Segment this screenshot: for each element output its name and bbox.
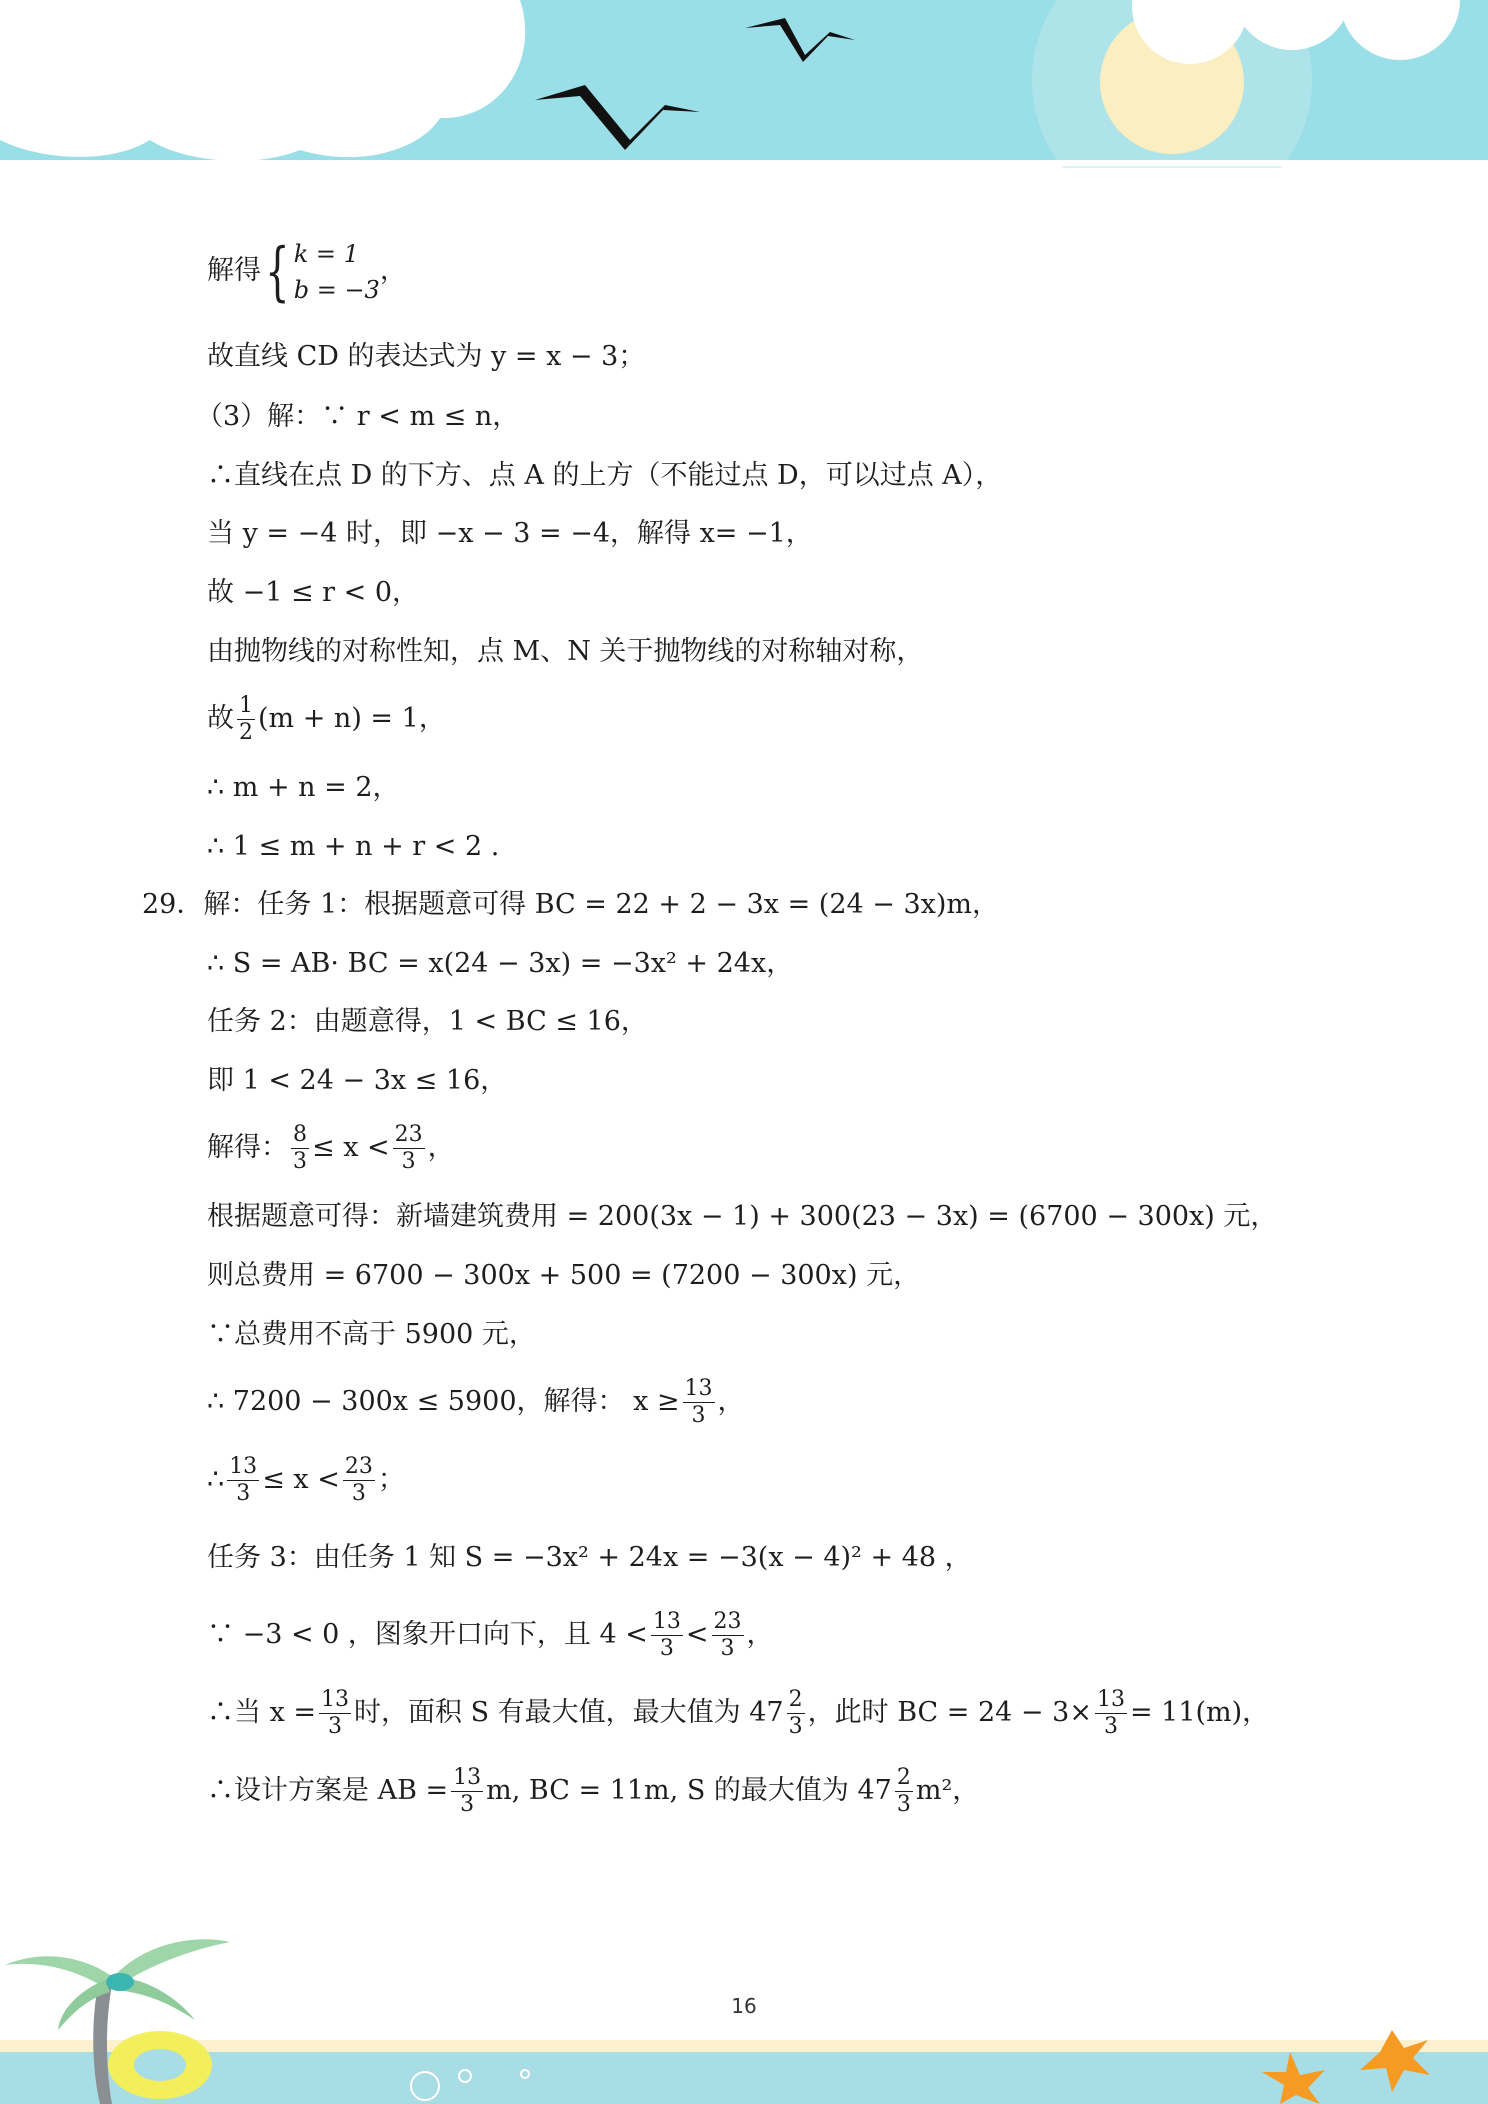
solution-line: 由抛物线的对称性知，点 M、N 关于抛物线的对称轴对称，: [207, 636, 924, 667]
text-segment: 时，面积 S 有最大值，最大值为 47: [354, 1697, 784, 1728]
fraction: [712, 1609, 744, 1662]
text-segment: ≤ x <: [262, 1464, 340, 1495]
text-segment: 解得：: [207, 1132, 288, 1163]
denominator: 2: [239, 720, 253, 745]
numerator: 13: [321, 1687, 350, 1712]
denominator: 3: [720, 1636, 735, 1661]
denominator: 3: [328, 1714, 343, 1739]
solution-line: ∴直线在点 D 的下方、点 A 的上方（不能过点 D，可以过点 A），: [207, 460, 1003, 491]
solution-line: 当 y = −4 时，即 −x − 3 = −4，解得 x= −1，: [207, 518, 813, 549]
denominator: 3: [401, 1149, 416, 1174]
fraction: [319, 1687, 351, 1740]
denominator: 3: [659, 1636, 674, 1661]
numerator: 13: [684, 1376, 713, 1401]
text-segment: (m + n) = 1，: [258, 703, 446, 734]
fraction: [393, 1122, 425, 1175]
numerator: 8: [293, 1122, 307, 1147]
fraction: [451, 1765, 483, 1818]
fraction: [1095, 1687, 1127, 1740]
fraction: [895, 1765, 913, 1818]
solution-line: 根据题意可得：新墙建筑费用 = 200(3x − 1) + 300(23 − 3x) = (6700 − 300x) 元，: [207, 1201, 1278, 1232]
text-segment: 解得: [207, 255, 261, 286]
numerator: 13: [229, 1454, 258, 1479]
text-segment: ，: [427, 1132, 455, 1163]
numerator: 1: [239, 693, 253, 718]
numerator: 2: [896, 1765, 911, 1790]
text-segment: = 11(m)，: [1129, 1697, 1270, 1728]
fraction: [683, 1376, 715, 1429]
denominator: 3: [293, 1149, 307, 1174]
equation: k = 1: [293, 239, 359, 268]
fraction: [651, 1609, 683, 1662]
equation-system: [261, 236, 380, 308]
text-segment: ；: [377, 1464, 405, 1495]
text-segment: 故: [207, 703, 234, 734]
text-segment: ∴设计方案是 AB =: [207, 1775, 449, 1806]
question-number: 29．: [142, 889, 204, 920]
numerator: 2: [788, 1687, 803, 1712]
denominator: 3: [896, 1792, 911, 1817]
question-29-line: [142, 885, 999, 925]
text-segment: ∴ 7200 − 300x ≤ 5900，解得： x ≥: [207, 1386, 680, 1417]
solution-line: [207, 684, 446, 754]
numerator: 23: [394, 1122, 423, 1147]
numerator: 13: [453, 1765, 482, 1790]
denominator: 3: [691, 1403, 706, 1428]
numerator: 13: [652, 1609, 681, 1634]
fraction: [227, 1454, 259, 1507]
solution-line: ∴ m + n = 2，: [207, 772, 400, 803]
text-segment: ，: [717, 1386, 745, 1417]
left-brace: {: [265, 234, 290, 309]
denominator: 3: [351, 1481, 366, 1506]
text-segment: ，: [379, 255, 407, 286]
text-segment: ∴: [207, 1464, 225, 1495]
solution-line: 故 −1 ≤ r < 0，: [207, 577, 420, 608]
text-segment: ∴当 x =: [207, 1697, 317, 1728]
solution-line: [207, 226, 407, 316]
solution-line: [207, 1445, 405, 1515]
solution-line: [207, 1756, 979, 1826]
solution-line: ∴ S = AB· BC = x(24 − 3x) = −3x² + 24x，: [207, 948, 794, 979]
solution-line: 故直线 CD 的表达式为 y = x − 3；: [207, 341, 646, 372]
equation: b = −3: [293, 275, 380, 304]
solution-line: 则总费用 = 6700 − 300x + 500 = (7200 − 300x) 元，: [207, 1260, 921, 1291]
text-segment: <: [685, 1619, 709, 1650]
text-segment: m²，: [915, 1775, 980, 1806]
text-segment: 解：任务 1：根据题意可得 BC = 22 + 2 − 3x = (24 − 3x)m，: [203, 889, 1000, 920]
solution-line: [207, 1678, 1269, 1748]
text-segment: ∵ −3 < 0 ，图象开口向下，且 4 <: [207, 1619, 648, 1650]
text-segment: ≤ x <: [312, 1132, 390, 1163]
text-segment: m, BC = 11m, S 的最大值为 47: [486, 1775, 892, 1806]
solution-line: 任务 2：由题意得，1 < BC ≤ 16，: [207, 1006, 648, 1037]
text-segment: ，此时 BC = 24 − 3×: [807, 1697, 1092, 1728]
numerator: 23: [344, 1454, 373, 1479]
solution-line: ∴ 1 ≤ m + n + r < 2 .: [207, 831, 500, 862]
denominator: 3: [236, 1481, 251, 1506]
denominator: 3: [1103, 1714, 1118, 1739]
solution-line: [207, 1367, 745, 1437]
swim-ring-icon: [108, 2031, 212, 2099]
solution-line: （3）解：∵ r < m ≤ n，: [196, 401, 520, 432]
header-banner: [0, 0, 1488, 168]
denominator: 3: [788, 1714, 803, 1739]
solution-line: [207, 1113, 455, 1183]
numerator: 13: [1096, 1687, 1125, 1712]
solution-line: ∵总费用不高于 5900 元，: [207, 1319, 536, 1350]
page-number: 16: [731, 1994, 757, 2018]
numerator: 23: [713, 1609, 742, 1634]
solution-line: 任务 3：由任务 1 知 S = −3x² + 24x = −3(x − 4)² + 48 ，: [207, 1542, 972, 1573]
solution-line: 即 1 < 24 − 3x ≤ 16，: [207, 1065, 508, 1096]
solution-line: [207, 1600, 774, 1670]
fraction: [237, 693, 255, 746]
fraction: [787, 1687, 805, 1740]
denominator: 3: [460, 1792, 475, 1817]
fraction: [343, 1454, 375, 1507]
text-segment: ，: [746, 1619, 774, 1650]
fraction: [291, 1122, 309, 1175]
